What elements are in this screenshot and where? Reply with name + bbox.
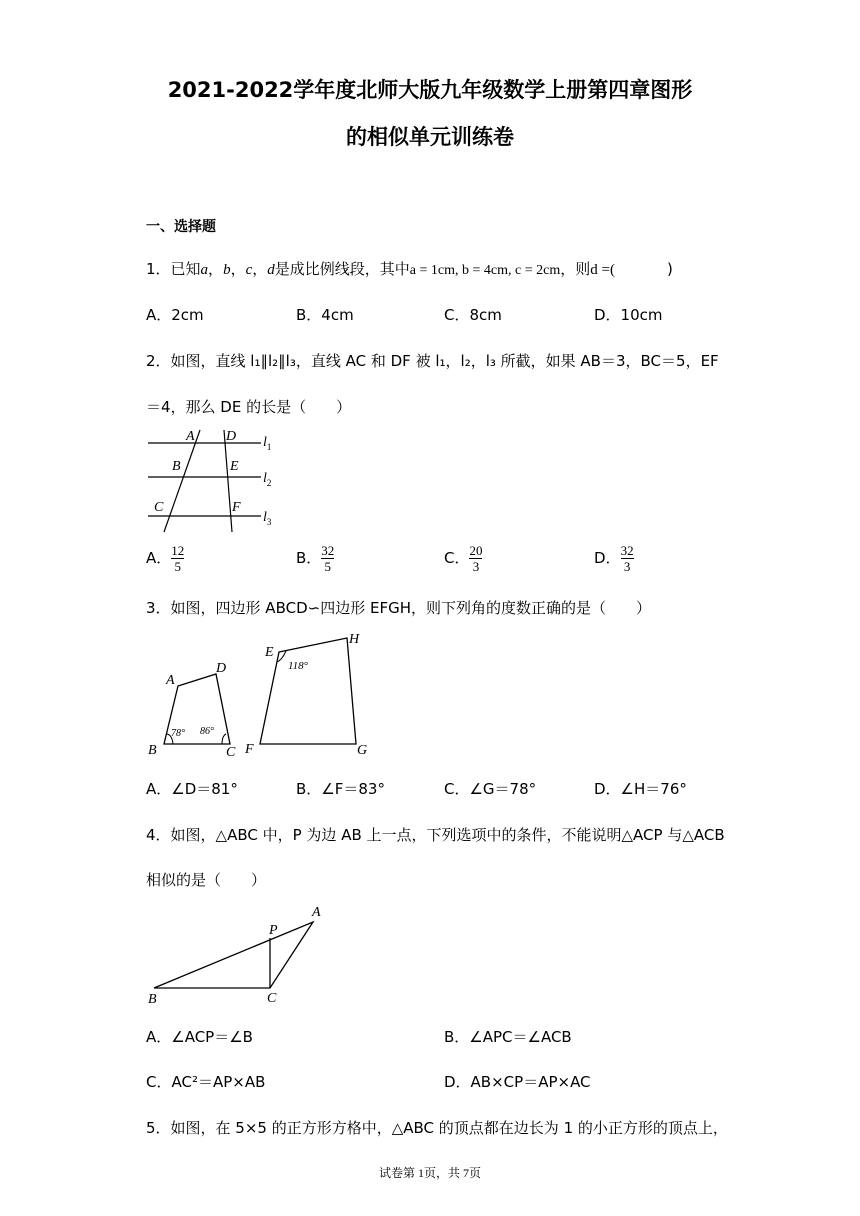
q1-option-c: C．8cm bbox=[444, 306, 502, 324]
q2-option-a: A． $\frac{12}{5}$ bbox=[146, 543, 185, 574]
q3-label-g: G bbox=[357, 743, 368, 758]
q3-option-d: D．∠H＝76° bbox=[594, 780, 687, 798]
page-title-line1: 2021-2022学年度北师大版九年级数学上册第四章图形 bbox=[167, 78, 693, 102]
q2-label-b: B bbox=[172, 459, 181, 474]
q3-option-c: C．∠G＝78° bbox=[444, 780, 537, 798]
q2-label-l1: $l_1$ bbox=[263, 435, 272, 452]
q3-label-b: B bbox=[148, 743, 157, 758]
q4-triangle-figure bbox=[146, 902, 336, 1008]
q4-label-p: P bbox=[269, 923, 278, 938]
q2-label-d: D bbox=[226, 429, 237, 444]
q2-label-l3: $l_3$ bbox=[263, 510, 272, 527]
q3-label-f: F bbox=[245, 742, 254, 757]
question-2-stem-line2: ＝4，那么 DE 的长是（ ） bbox=[146, 398, 352, 416]
q3-label-e: E bbox=[265, 645, 274, 660]
q2-option-d: D． $\frac{32}{3}$ bbox=[594, 543, 634, 574]
q2-label-l2: $l_2$ bbox=[263, 471, 272, 488]
question-5-stem: 5．如图，在 5×5 的正方形方格中，△ABC 的顶点都在边长为 1 的小正方形的顶点上， bbox=[146, 1119, 728, 1137]
question-3-stem: 3．如图，四边形 ABCD∽四边形 EFGH，则下列角的度数正确的是（ ） bbox=[146, 599, 651, 617]
q4-label-b: B bbox=[148, 992, 157, 1007]
q4-option-d: D．AB×CP＝AP×AC bbox=[444, 1073, 591, 1091]
q3-label-d: D bbox=[216, 661, 227, 676]
q4-label-a: A bbox=[312, 905, 321, 920]
q2-option-b: B． $\frac{32}{5}$ bbox=[296, 543, 335, 574]
section-heading: 一、选择题 bbox=[146, 219, 216, 235]
q3-option-a: A．∠D＝81° bbox=[146, 780, 238, 798]
question-1-stem: 1．已知a，b，c，d是成比例线段，其中a = 1cm, b = 4cm, c = 2cm，则d =( ) bbox=[146, 260, 673, 278]
q2-option-c: C． $\frac{20}{3}$ bbox=[444, 543, 483, 574]
q4-option-b: B．∠APC＝∠ACB bbox=[444, 1028, 572, 1046]
page-title-line2: 的相似单元训练卷 bbox=[346, 125, 514, 149]
q4-option-c: C．AC²＝AP×AB bbox=[146, 1073, 266, 1091]
q1-option-b: B．4cm bbox=[296, 306, 354, 324]
q1-option-d: D．10cm bbox=[594, 306, 663, 324]
q2-label-c: C bbox=[154, 500, 164, 515]
q2-label-e: E bbox=[230, 459, 239, 474]
q3-angle-e: 118° bbox=[288, 660, 309, 672]
question-4-stem-line1: 4．如图，△ABC 中，P 为边 AB 上一点，下列选项中的条件，不能说明△ACP 与△ACB bbox=[146, 826, 725, 844]
question-2-stem-line1: 2．如图，直线 l₁∥l₂∥l₃，直线 AC 和 DF 被 l₁，l₂，l₃ 所截，如果 AB＝3，BC＝5，EF bbox=[146, 352, 719, 370]
q3-angle-c: 86° bbox=[200, 726, 214, 737]
q2-label-a: A bbox=[186, 429, 195, 444]
q3-option-b: B．∠F＝83° bbox=[296, 780, 385, 798]
q3-label-a: A bbox=[166, 673, 175, 688]
page-footer: 试卷第 1页，共 7页 bbox=[378, 1166, 481, 1180]
q4-label-c: C bbox=[267, 991, 277, 1006]
q2-parallel-lines-figure bbox=[146, 426, 286, 536]
q4-option-a: A．∠ACP＝∠B bbox=[146, 1028, 253, 1046]
q3-angle-b: 78° bbox=[171, 728, 185, 739]
q3-label-h: H bbox=[349, 632, 360, 647]
q2-label-f: F bbox=[232, 500, 241, 515]
question-4-stem-line2: 相似的是（ ） bbox=[146, 871, 267, 889]
q3-label-c: C bbox=[226, 745, 236, 760]
q3-quadrilaterals-figure bbox=[146, 628, 376, 760]
q1-option-a: A．2cm bbox=[146, 306, 204, 324]
